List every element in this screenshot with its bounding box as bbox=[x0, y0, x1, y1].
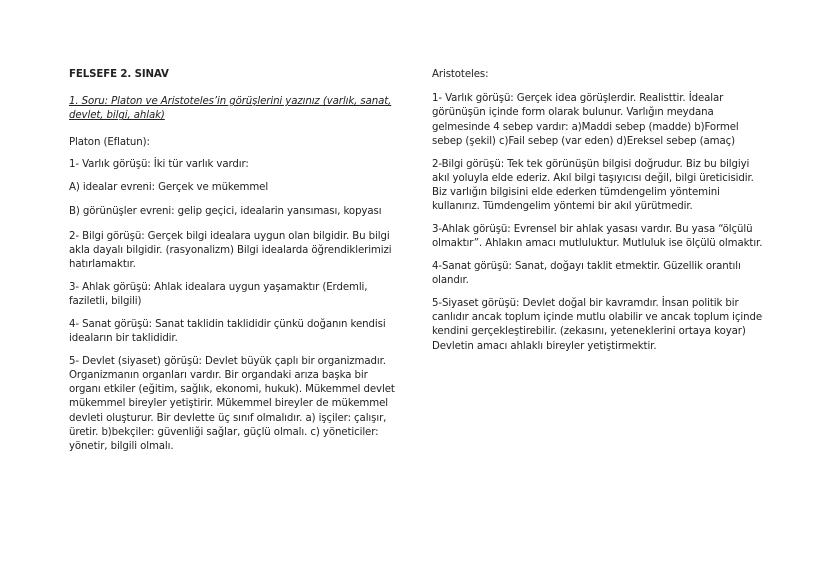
aristoteles-heading: Aristoteles: bbox=[432, 69, 489, 80]
platon-paragraph-4: 2- Bilgi görüşü: Gerçek bilgi idealara uygun olan bilgidir. Bu bilgi akla dayalı bilgidir. (rasyonalizm) Bilgi idealarda öğrendiklerimizi hatırlamaktır. bbox=[69, 230, 392, 271]
question-heading: 1. Soru: Platon ve Aristoteles’in görüşlerini yazınız (varlık, sanat, devlet, bilgi, ahlak) bbox=[69, 96, 392, 122]
platon-heading: Platon (Eflatun): bbox=[69, 136, 150, 148]
aristoteles-paragraph-3: 3-Ahlak görüşü: Evrensel bir ahlak yasası vardır. Bu yasa “ölçülü olmaktır”. Ahlakın amacı mutluluktur. Mutluluk ise ölçülü olmaktır. bbox=[432, 224, 763, 250]
left-column bbox=[69, 68, 399, 463]
platon-paragraph-6: 4- Sanat görüşü: Sanat taklidin taklididir çünkü doğanın kendisi ideaların bir taklididir. bbox=[69, 318, 386, 345]
platon-paragraph-5: 3- Ahlak görüşü: Ahlak idealara uygun yaşamaktır (Erdemli, faziletli, bilgili) bbox=[69, 281, 368, 308]
aristoteles-paragraph-2: 2-Bilgi görüşü: Tek tek görünüşün bilgisi doğrudur. Biz bu bilgiyi akıl yoluyla elde ederiz. Akıl bilgi taşıyıcısı değil, bilgi üreticisidir. Biz varlığın bilgisini elde ederken tümdengelim yöntemini kullanırız. Tümdengelim yöntemi bir akıl yürütmedir. bbox=[432, 158, 754, 213]
platon-paragraph-3: B) görünüşler evreni: gelip geçici, idealarin yansıması, kopyası bbox=[69, 206, 382, 218]
aristoteles-paragraph-1: 1- Varlık görüşü: Gerçek idea görüşlerdir. Realisttir. İdealar görünüşün içinde form olarak bulunur. Varlığın meydana gelmesinde 4 sebep vardır: a)Maddi sebep (madde) b)Formel sebep (şekil) c)Fail sebep (var eden) d)Ereksel sebep (amaç) bbox=[432, 93, 739, 147]
platon-paragraph-2: A) idealar evreni: Gerçek ve mükemmel bbox=[69, 182, 269, 194]
aristoteles-paragraph-5: 5-Siyaset görüşü: Devlet doğal bir kavramdır. İnsan politik bir canlıdır ancak toplum içinde mutlu olabilir ve ancak toplum içinde kendini gerçekleştirebilir. (zekasını, yeteneklerini ortaya koyar) Devletin amacı ahlaklı bireyler yetiştirmektir. bbox=[432, 298, 763, 352]
aristoteles-paragraph-4: 4-Sanat görüşü: Sanat, doğayı taklit etmektir. Güzellik orantılı olandır. bbox=[432, 261, 741, 287]
right-column bbox=[432, 68, 764, 362]
document-title: FELSEFE 2. SINAV bbox=[69, 69, 169, 80]
platon-paragraph-7: 5- Devlet (siyaset) görüşü: Devlet büyük çaplı bir organizmadır. Organizmanın organları vardır. Bir organdaki arıza başka bir organı etkiler (eğitim, sağlık, ekonomi, hukuk). Mükemmel devlet mükemmel bireyler yetiştirir. Mükemmel bireyler de mükemmel devleti oluşturur. Bir devlette üç sınıf olmalıdır. a) işçiler: çalışır, üretir. b)bekçiler: güvenliği sağlar, güçlü olmalı. c) yöneticiler: yönetir, bilgili olmalı. bbox=[69, 355, 395, 453]
platon-paragraph-1: 1- Varlık görüşü: İki tür varlık vardır: bbox=[69, 159, 249, 171]
